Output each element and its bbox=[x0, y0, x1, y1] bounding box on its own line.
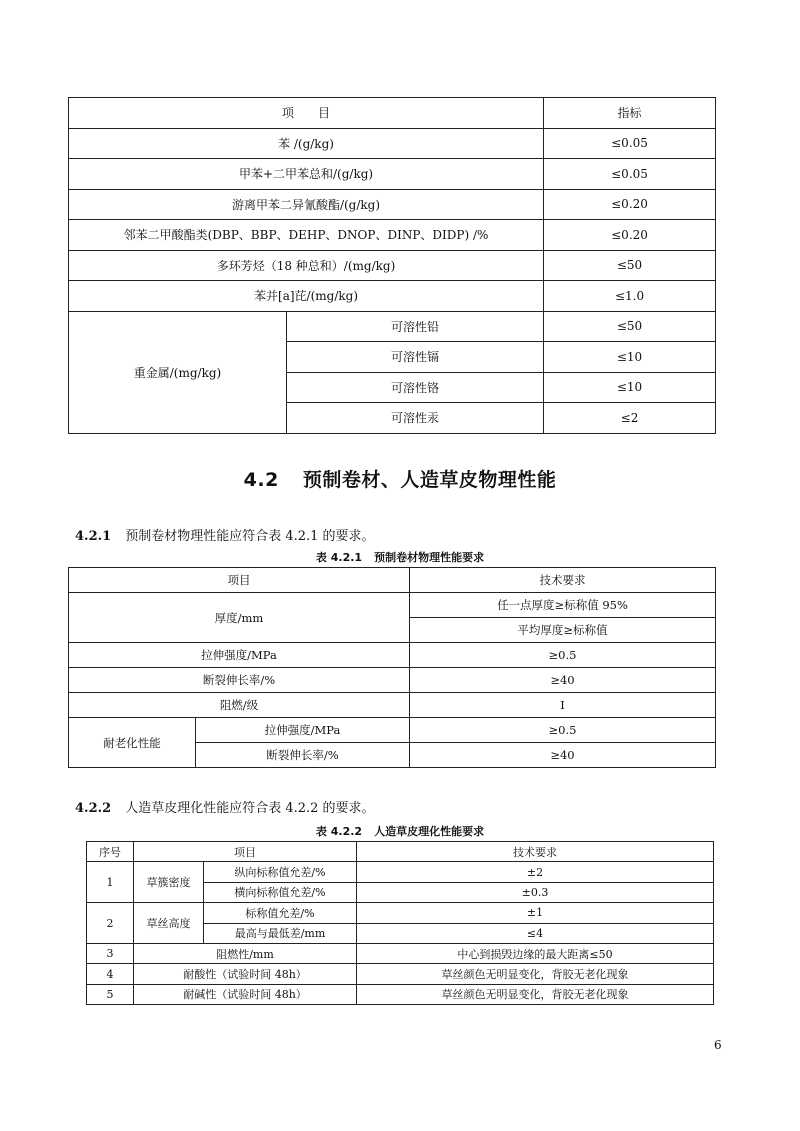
row-item: 拉伸强度/MPa bbox=[196, 718, 410, 743]
group-label: 草丝高度 bbox=[134, 903, 204, 944]
row-requirement: 草丝颜色无明显变化，背胶无老化现象 bbox=[357, 984, 714, 1004]
row-item: 标称值允差/% bbox=[204, 903, 357, 923]
harmful-substance-table bbox=[68, 97, 716, 434]
header-item: 项 目 bbox=[69, 98, 544, 129]
row-item: 甲苯+二甲苯总和/(g/kg) bbox=[69, 159, 544, 190]
table-row bbox=[69, 220, 716, 251]
row-item: 断裂伸长率/% bbox=[69, 668, 410, 693]
table-row bbox=[69, 668, 716, 693]
row-item: 拉伸强度/MPa bbox=[69, 643, 410, 668]
clause-4-2-1 bbox=[75, 525, 375, 544]
table-caption bbox=[0, 823, 800, 839]
header-requirement: 技术要求 bbox=[410, 568, 716, 593]
table-row bbox=[69, 281, 716, 312]
row-requirement: ≥0.5 bbox=[410, 718, 716, 743]
row-requirement: ±0.3 bbox=[357, 882, 714, 902]
clause-text: 人造草皮理化性能应符合表 4.2.2 的要求。 bbox=[125, 801, 375, 816]
row-requirement: 平均厚度≥标称值 bbox=[410, 618, 716, 643]
caption-number: 表 4.2.1 bbox=[315, 551, 363, 564]
row-requirement: 中心到损毁边缘的最大距离≤50 bbox=[357, 943, 714, 963]
row-seq: 5 bbox=[87, 984, 134, 1004]
table-header-row bbox=[69, 568, 716, 593]
row-item: 阻燃性/mm bbox=[134, 943, 357, 963]
row-item: 可溶性汞 bbox=[287, 403, 544, 434]
row-item: 断裂伸长率/% bbox=[196, 743, 410, 768]
header-requirement: 技术要求 bbox=[357, 842, 714, 862]
row-value: ≤1.0 bbox=[544, 281, 716, 312]
clause-number: 4.2.2 bbox=[75, 801, 112, 816]
table-header-row bbox=[87, 842, 714, 862]
row-value: ≤0.20 bbox=[544, 189, 716, 220]
row-seq: 4 bbox=[87, 964, 134, 984]
row-item: 可溶性铅 bbox=[287, 311, 544, 342]
table-row bbox=[87, 862, 714, 882]
aging-label: 耐老化性能 bbox=[69, 718, 196, 768]
table-row bbox=[69, 250, 716, 281]
header-item: 项目 bbox=[134, 842, 357, 862]
row-item: 苯并[a]芘/(mg/kg) bbox=[69, 281, 544, 312]
header-item: 项目 bbox=[69, 568, 410, 593]
row-seq: 1 bbox=[87, 862, 134, 903]
table-row bbox=[69, 159, 716, 190]
row-item: 可溶性镉 bbox=[287, 342, 544, 373]
table-row bbox=[87, 943, 714, 963]
header-index: 指标 bbox=[544, 98, 716, 129]
clause-text: 预制卷材物理性能应符合表 4.2.1 的要求。 bbox=[125, 529, 375, 544]
heavy-metals-label: 重金属/(mg/kg) bbox=[69, 311, 287, 433]
row-requirement: ≥40 bbox=[410, 743, 716, 768]
row-requirement: ±2 bbox=[357, 862, 714, 882]
row-seq: 3 bbox=[87, 943, 134, 963]
header-seq: 序号 bbox=[87, 842, 134, 862]
row-requirement: ≤4 bbox=[357, 923, 714, 943]
row-requirement: ≥40 bbox=[410, 668, 716, 693]
table-caption bbox=[0, 549, 800, 565]
row-requirement: 任一点厚度≥标称值 95% bbox=[410, 593, 716, 618]
group-label: 草簇密度 bbox=[134, 862, 204, 903]
row-value: ≤0.05 bbox=[544, 128, 716, 159]
row-item: 横向标称值允差/% bbox=[204, 882, 357, 902]
row-value: ≤10 bbox=[544, 372, 716, 403]
row-value: ≤0.20 bbox=[544, 220, 716, 251]
row-item: 纵向标称值允差/% bbox=[204, 862, 357, 882]
row-item: 耐酸性（试验时间 48h） bbox=[134, 964, 357, 984]
caption-title: 预制卷材物理性能要求 bbox=[374, 551, 485, 564]
table-row bbox=[87, 964, 714, 984]
caption-number: 表 4.2.2 bbox=[315, 825, 363, 838]
clause-number: 4.2.1 bbox=[75, 529, 112, 544]
row-item: 邻苯二甲酸酯类(DBP、BBP、DEHP、DNOP、DINP、DIDP) /% bbox=[69, 220, 544, 251]
row-seq: 2 bbox=[87, 903, 134, 944]
row-requirement: 草丝颜色无明显变化，背胶无老化现象 bbox=[357, 964, 714, 984]
thickness-label: 厚度/mm bbox=[69, 593, 410, 643]
row-requirement: ±1 bbox=[357, 903, 714, 923]
turf-properties-table bbox=[86, 841, 714, 1005]
table-row bbox=[69, 593, 716, 618]
row-requirement: ≥0.5 bbox=[410, 643, 716, 668]
table-row bbox=[69, 311, 716, 342]
row-item: 多环芳烃（18 种总和）/(mg/kg) bbox=[69, 250, 544, 281]
table-row bbox=[69, 189, 716, 220]
row-requirement: I bbox=[410, 693, 716, 718]
row-item: 最高与最低差/mm bbox=[204, 923, 357, 943]
page-number: 6 bbox=[714, 1038, 722, 1052]
section-title: 预制卷材、人造草皮物理性能 bbox=[302, 469, 557, 491]
membrane-properties-table bbox=[68, 567, 716, 768]
table-row bbox=[69, 643, 716, 668]
table-row bbox=[69, 128, 716, 159]
table-header-row bbox=[69, 98, 716, 129]
row-item: 苯 /(g/kg) bbox=[69, 128, 544, 159]
table-row bbox=[87, 984, 714, 1004]
row-value: ≤10 bbox=[544, 342, 716, 373]
row-value: ≤0.05 bbox=[544, 159, 716, 190]
row-item: 耐碱性（试验时间 48h） bbox=[134, 984, 357, 1004]
row-item: 游离甲苯二异氰酸酯/(g/kg) bbox=[69, 189, 544, 220]
section-heading bbox=[0, 465, 800, 492]
row-item: 阻燃/级 bbox=[69, 693, 410, 718]
row-item: 可溶性铬 bbox=[287, 372, 544, 403]
clause-4-2-2 bbox=[75, 797, 375, 816]
table-row bbox=[69, 693, 716, 718]
caption-title: 人造草皮理化性能要求 bbox=[374, 825, 485, 838]
row-value: ≤2 bbox=[544, 403, 716, 434]
table-row bbox=[69, 718, 716, 743]
table-row bbox=[87, 903, 714, 923]
row-value: ≤50 bbox=[544, 311, 716, 342]
section-number: 4.2 bbox=[243, 469, 279, 491]
row-value: ≤50 bbox=[544, 250, 716, 281]
